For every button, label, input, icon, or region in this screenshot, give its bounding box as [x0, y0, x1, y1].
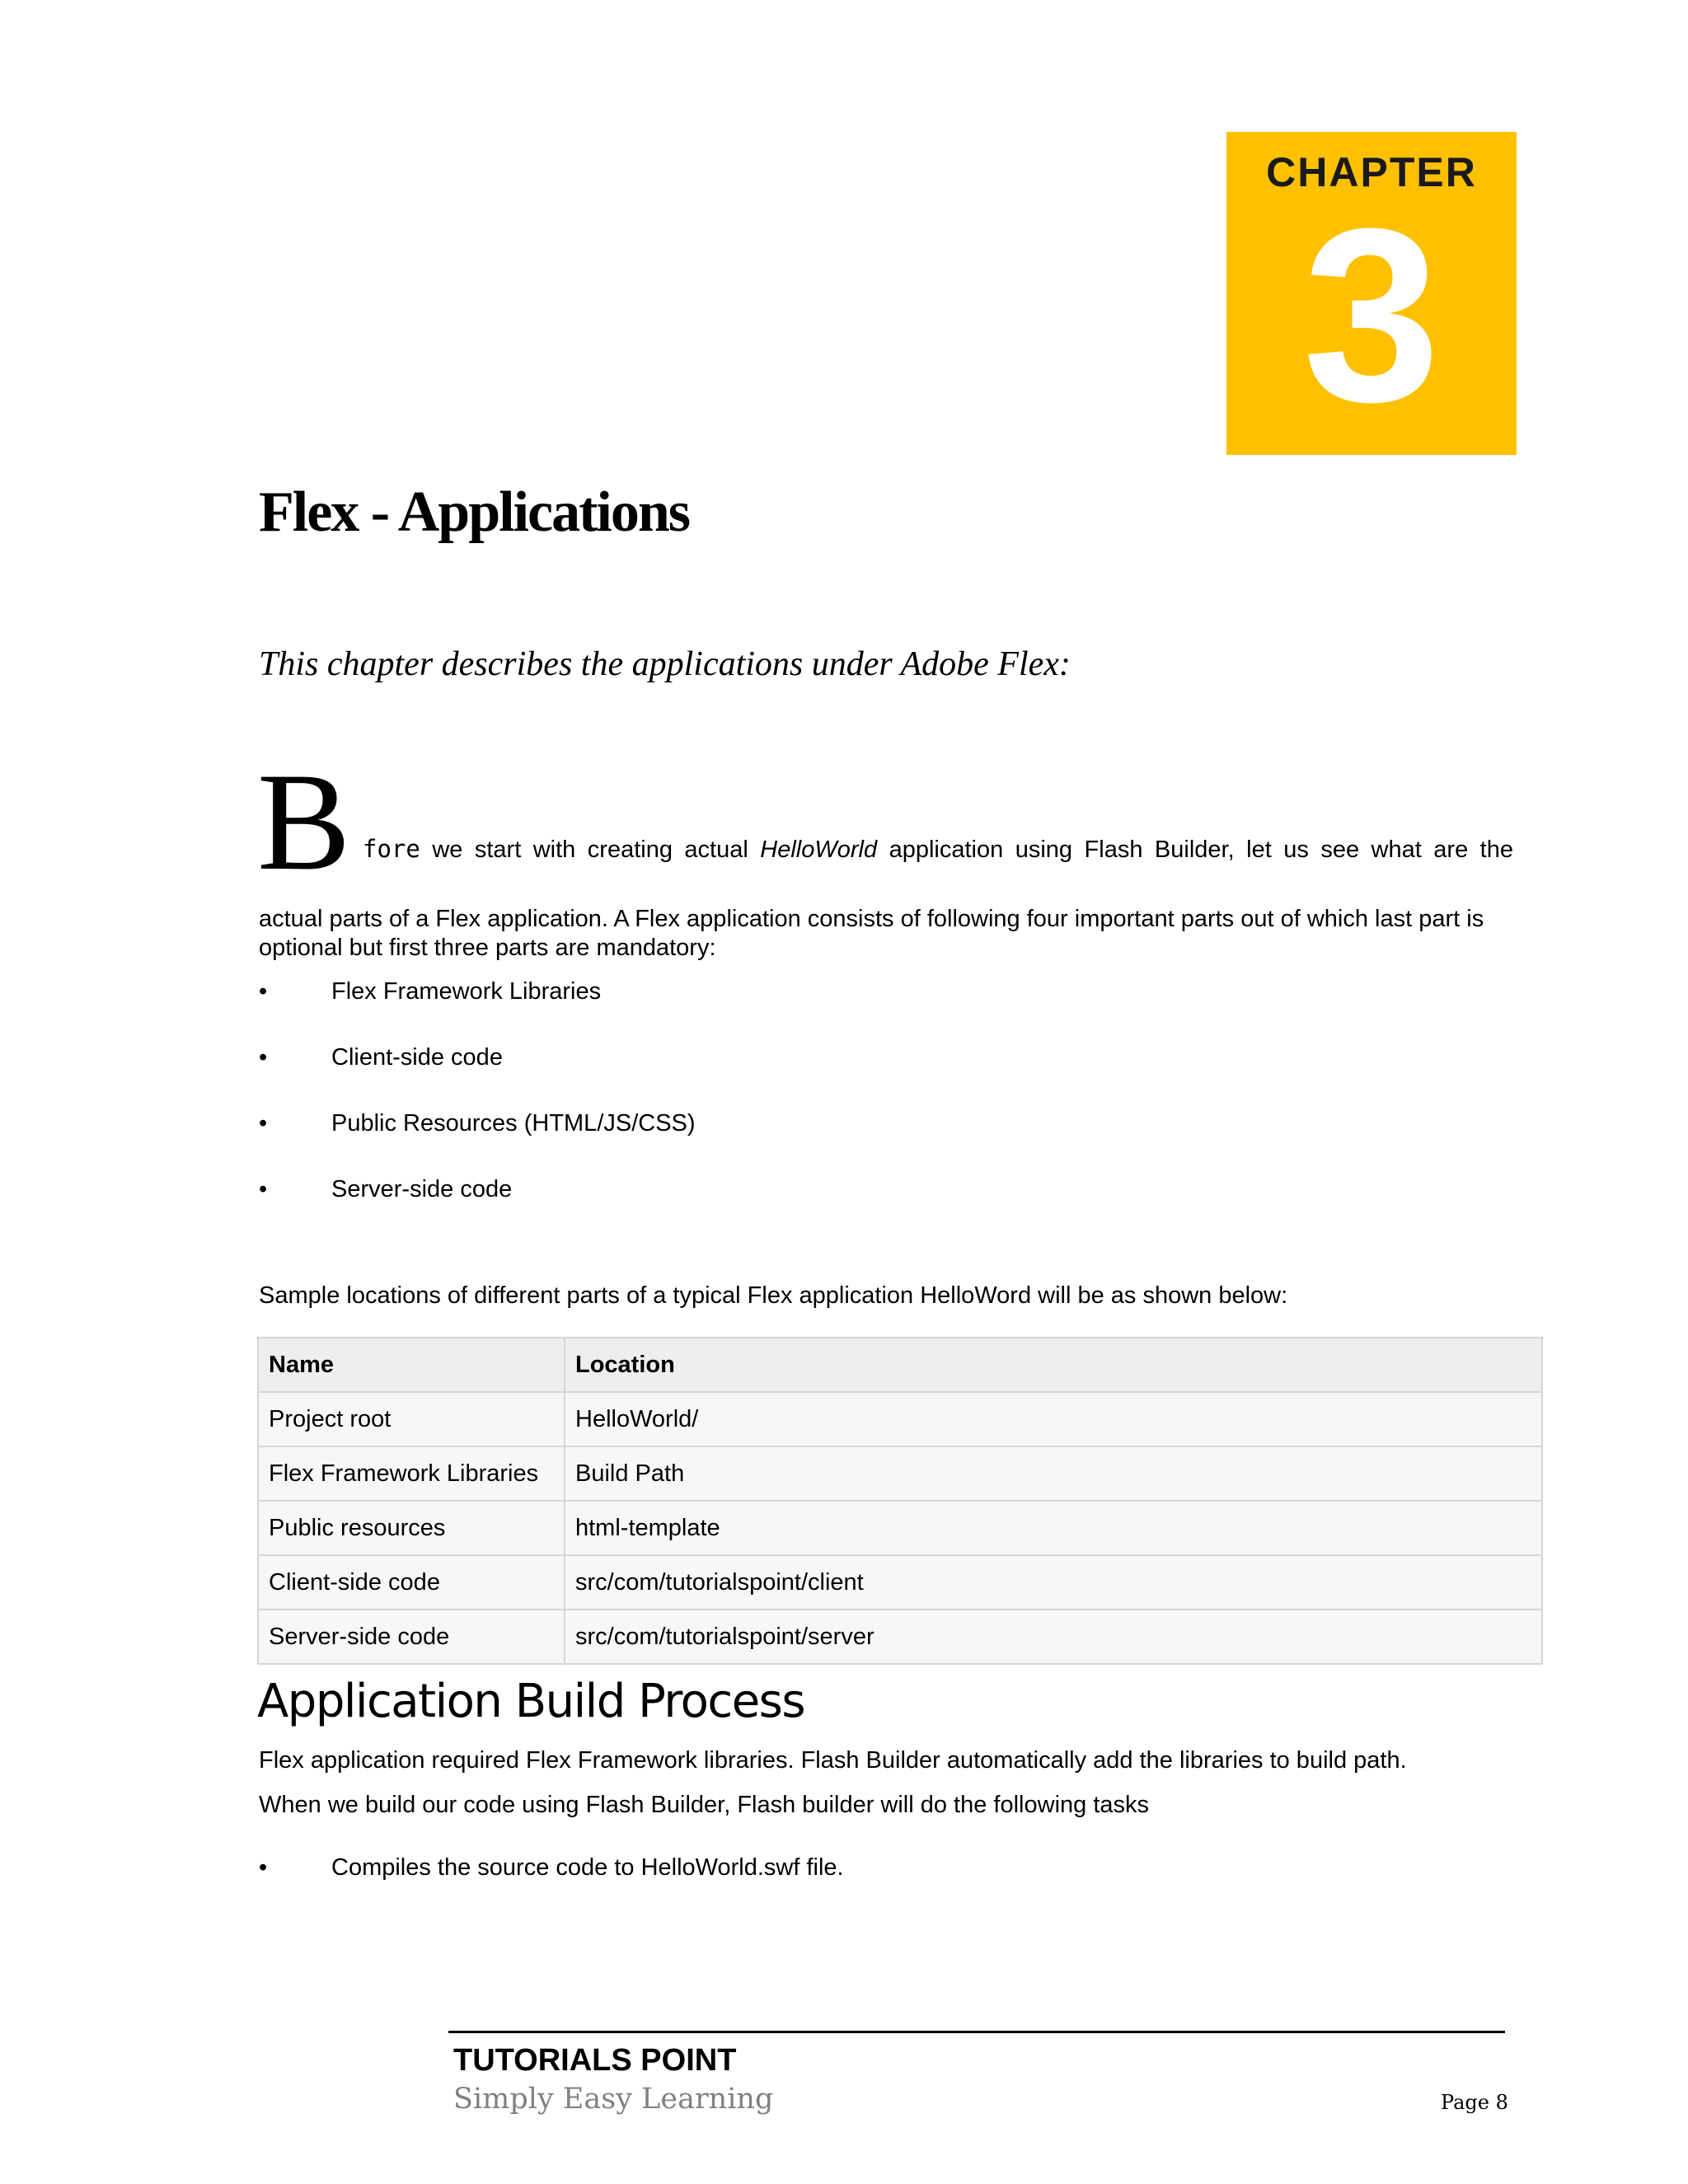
table-row: [258, 1501, 1542, 1555]
locations-table: [257, 1337, 1543, 1665]
build-paragraph-2: When we build our code using Flash Builder, Flash builder will do the following tasks: [259, 1792, 1150, 1818]
bullet: •: [259, 978, 268, 1005]
table-cell-location: src/com/tutorialspoint/client: [565, 1555, 1542, 1610]
chapter-number: 3: [1302, 176, 1441, 453]
list-item-text: Client-side code: [331, 1044, 503, 1071]
chapter-label: CHAPTER: [1266, 149, 1477, 195]
intro-text-b: application using Flash Builder, let us see what are the: [877, 837, 1513, 863]
table-cell-name: Project root: [258, 1392, 565, 1446]
table-row: [258, 1446, 1542, 1501]
table-cell-location: html-template: [565, 1501, 1542, 1555]
drop-cap: B: [257, 744, 351, 899]
footer-tagline: Simply Easy Learning: [453, 2083, 774, 2116]
table-cell-name: Flex Framework Libraries: [258, 1446, 565, 1501]
table-row: [258, 1392, 1542, 1446]
table-cell-name: Public resources: [258, 1501, 565, 1555]
list-item-text: Public Resources (HTML/JS/CSS): [331, 1110, 696, 1137]
intro-first-line: [363, 834, 1513, 865]
table-row: [258, 1555, 1542, 1610]
build-paragraph-1: Flex application required Flex Framework libraries. Flash Builder automatically add the libraries to build path.: [259, 1747, 1407, 1774]
list-item-text: Compiles the source code to HelloWorld.swf file.: [331, 1854, 844, 1881]
chapter-badge: [1226, 132, 1517, 455]
bullet: •: [259, 1044, 268, 1071]
intro-paragraph: actual parts of a Flex application. A Flex application consists of following four important parts out of which last part is optional but first three parts are mandatory:: [259, 906, 1484, 961]
table-row: [258, 1610, 1542, 1664]
table-cell-location: HelloWorld/: [565, 1392, 1542, 1446]
footer-brand: TUTORIALS POINT: [453, 2043, 737, 2078]
section-heading-build-process: Application Build Process: [257, 1675, 805, 1728]
list-item-text: Flex Framework Libraries: [331, 978, 602, 1005]
intro-text-a: we start with creating actual: [420, 837, 761, 863]
page-number: Page 8: [1441, 2091, 1508, 2114]
table-cell-location: src/com/tutorialspoint/server: [565, 1610, 1542, 1664]
bullet: •: [259, 1176, 268, 1202]
intro-first-word: fore: [363, 835, 420, 863]
table-cell-location: Build Path: [565, 1446, 1542, 1501]
footer-divider: [448, 2031, 1505, 2033]
intro-italic: HelloWorld: [760, 837, 878, 863]
column-header-location: Location: [565, 1338, 1542, 1392]
list-item-text: Server-side code: [331, 1176, 513, 1202]
column-header-name: Name: [258, 1338, 565, 1392]
table-cell-name: Server-side code: [258, 1610, 565, 1664]
sample-locations-text: Sample locations of different parts of a typical Flex application HelloWord will be as shown below:: [259, 1282, 1288, 1309]
chapter-subtitle: This chapter describes the applications under Adobe Flex:: [259, 645, 1071, 683]
page-title: Flex - Applications: [259, 480, 690, 544]
bullet: •: [259, 1110, 268, 1137]
table-header-row: [258, 1338, 1542, 1392]
bullet: •: [259, 1854, 268, 1881]
table-cell-name: Client-side code: [258, 1555, 565, 1610]
